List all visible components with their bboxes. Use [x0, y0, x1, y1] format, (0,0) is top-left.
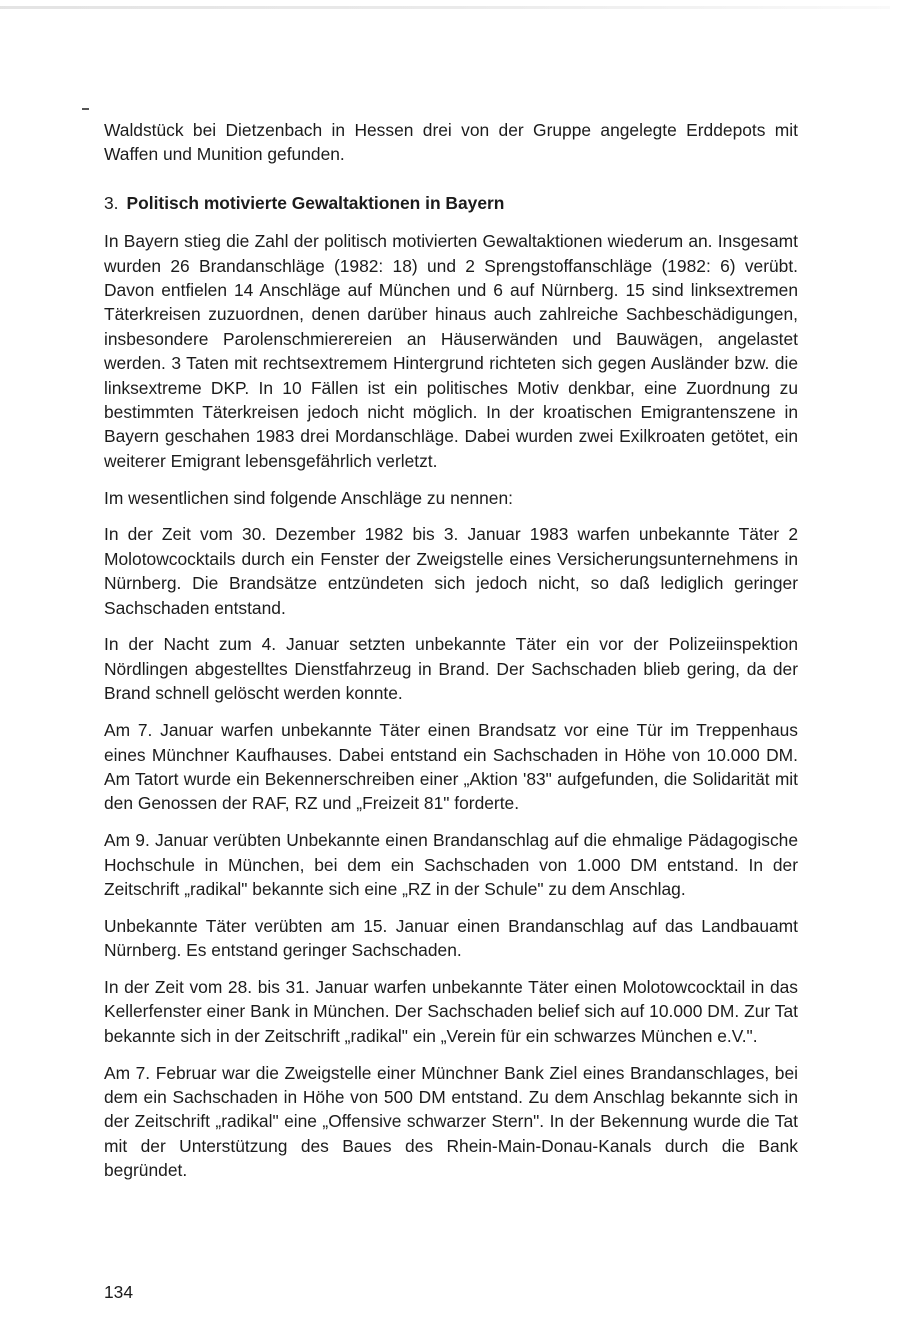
paragraph-overview: In Bayern stieg die Zahl der politisch motivierten Gewaltaktionen wiederum an. Insgesamt wurden 26 Brandanschläge (1982: 18) und 2 Sprengstoffanschläge (1982: 6) verübt. Davon entfielen 14 Anschläge auf München und 6 auf Nürnberg. 15 sind linksextremen Täterkreisen zuzuordnen, denen darüber hinaus auch zahlreiche Sachbeschädigungen, insbesondere Parolenschmierereien an Häuserwänden und Bauwägen, angelastet werden. 3 Taten mit rechtsextremem Hintergrund richteten sich gegen Ausländer bzw. die linksextreme DKP. In 10 Fällen ist ein politisches Motiv denkbar, eine Zuordnung zu bestimmten Täterkreisen jedoch nicht möglich. In der kroatischen Emigrantenszene in Bayern geschahen 1983 drei Mordanschläge. Dabei wurden zwei Exilkroaten getötet, ein weiterer Emigrant lebensgefährlich verletzt. [104, 231, 798, 471]
scan-top-edge [0, 6, 890, 9]
intro-paragraph: Waldstück bei Dietzenbach in Hessen drei von der Gruppe angelegte Erddepots mit Waffen und Munition gefunden. [104, 120, 798, 165]
page-body [104, 118, 798, 1195]
paragraph-incident: In der Zeit vom 28. bis 31. Januar warfen unbekannte Täter einen Molotowcocktail in das Kellerfenster einer Bank in München. Der Sachschaden belief sich auf 10.000 DM. Zur Tat bekannte sich in der Zeitschrift „radikal" ein „Verein für ein schwarzes München e.V.". [104, 976, 798, 1046]
section-number: 3. [104, 192, 119, 213]
section-title: Politisch motivierte Gewaltaktionen in Bayern [126, 192, 505, 213]
paragraph-incident: Am 7. Februar war die Zweigstelle einer Münchner Bank Ziel eines Brandanschlages, bei dem ein Sachschaden in Höhe von 500 DM entstand. Zu dem Anschlag bekannte sich in der Zeitschrift „radikal" eine „Offensive schwarzer Stern". In der Bekennung wurde die Tat mit der Unterstützung des Baues des Rhein-Main-Donau-Kanals durch die Bank begründet. [104, 1062, 798, 1181]
paragraph-incident: Am 9. Januar verübten Unbekannte einen Brandanschlag auf die ehmalige Pädagogische Hochschule in München, bei dem ein Sachschaden von 1.000 DM entstand. In der Zeitschrift „radikal" bekannte sich eine „RZ in der Schule" zu dem Anschlag. [104, 830, 798, 899]
paragraph-incident: Am 7. Januar warfen unbekannte Täter einen Brandsatz vor eine Tür im Treppenhaus eines Münchner Kaufhauses. Dabei entstand ein Sachschaden in Höhe von 10.000 DM. Am Tatort wurde ein Bekennerschreiben einer „Aktion '83" aufgefunden, die Solidarität mit den Genossen der RAF, RZ und „Freizeit 81" forderte. [104, 720, 798, 814]
margin-mark [82, 108, 89, 110]
paragraph-incident: Unbekannte Täter verübten am 15. Januar einen Brandanschlag auf das Landbauamt Nürnberg. Es entstand geringer Sachschaden. [104, 915, 798, 961]
section-heading [104, 191, 798, 215]
paragraph-incident: In der Nacht zum 4. Januar setzten unbekannte Täter ein vor der Polizeiinspektion Nördlingen abgestelltes Dienstfahrzeug in Brand. Der Sachschaden blieb gering, da der Brand schnell gelöscht werden konnte. [104, 634, 798, 704]
paragraph-list-intro: Im wesentlichen sind folgende Anschläge zu nennen: [104, 487, 513, 508]
paragraph-incident: In der Zeit vom 30. Dezember 1982 bis 3. Januar 1983 warfen unbekannte Täter 2 Molotowcocktails durch ein Fenster der Zweigstelle eines Versicherungsunternehmens in Nürnberg. Die Brandsätze entzündeten sich jedoch nicht, so daß lediglich geringer Sachschaden entstand. [104, 524, 798, 618]
page-number: 134 [104, 1282, 134, 1302]
